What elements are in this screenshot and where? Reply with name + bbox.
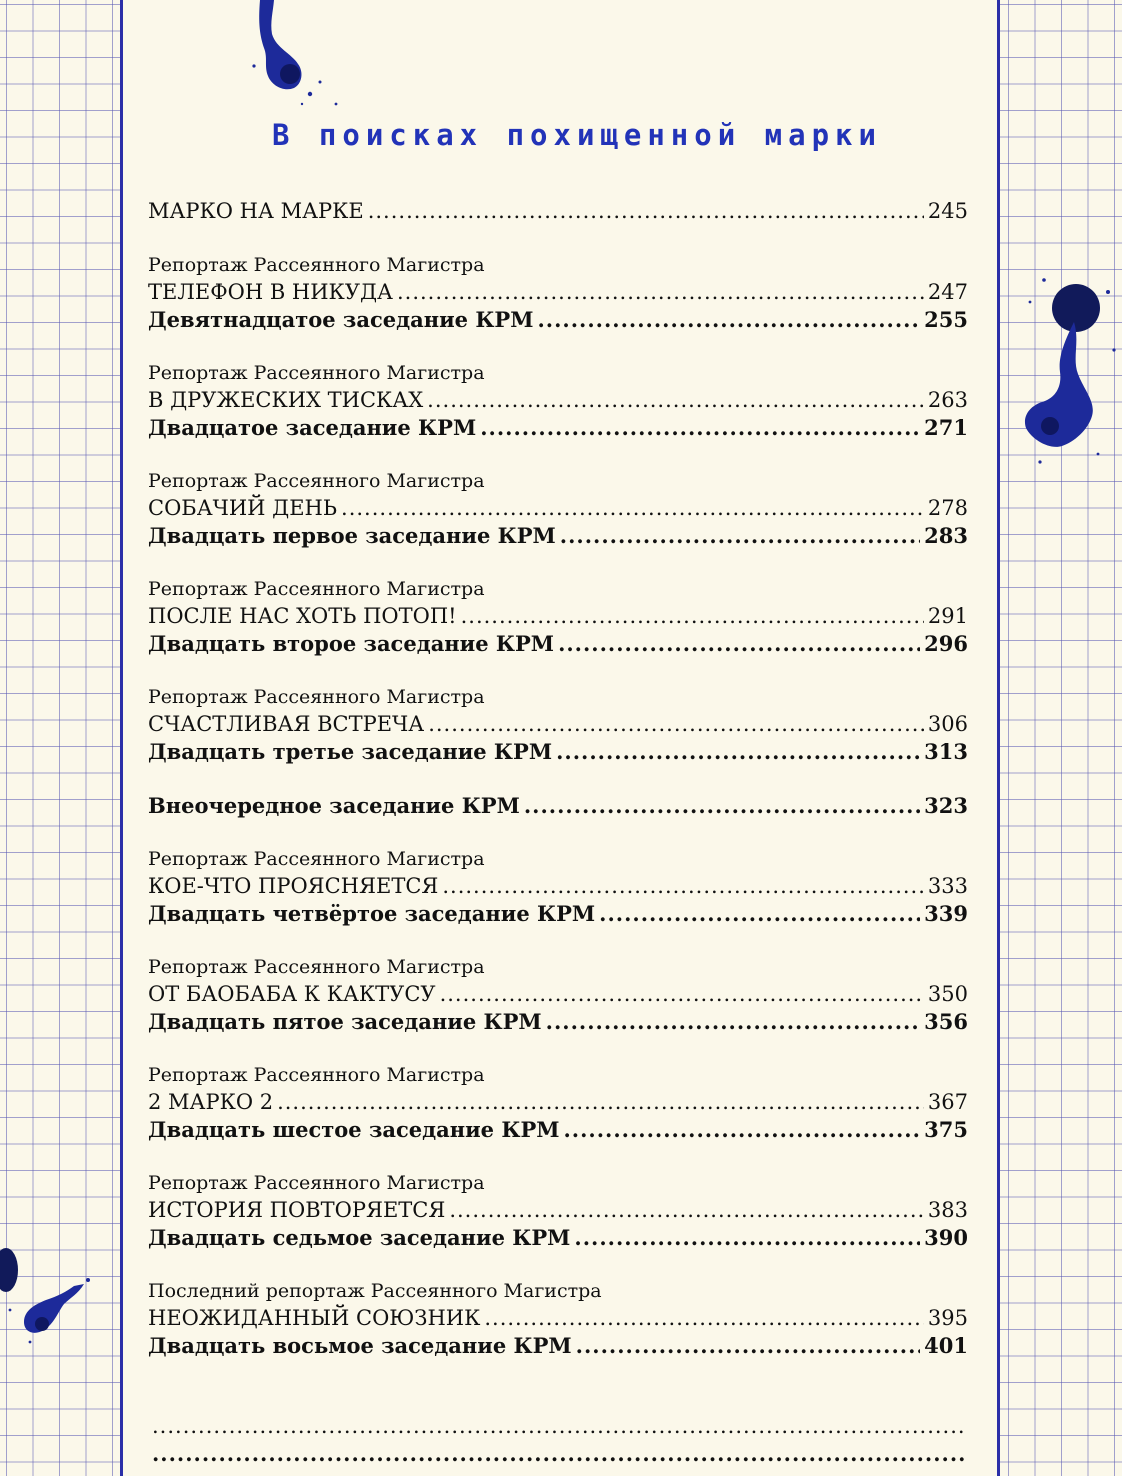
- leader-dots: [440, 981, 924, 1008]
- leader-dots: [449, 1197, 924, 1224]
- toc-subtitle: Репортаж Рассеянного Магистра: [148, 956, 485, 978]
- toc-entry-page: 367: [927, 1090, 968, 1114]
- toc-entry: [148, 1413, 968, 1440]
- leader-dots: [546, 1008, 920, 1035]
- toc-section: [148, 846, 968, 927]
- toc-entry-page: 255: [924, 307, 968, 332]
- toc-entry-title: СОБАЧИЙ ДЕНЬ: [148, 496, 338, 520]
- toc-entry-page: 395: [927, 1306, 968, 1330]
- toc-entry-title: Двадцать седьмое заседание КРМ: [148, 1225, 571, 1250]
- toc-entry: [148, 279, 968, 306]
- toc-entry: [148, 1116, 968, 1143]
- toc-entry: [148, 630, 968, 657]
- toc-entry-title: ОТ БАОБАБА К КАКТУСУ: [148, 982, 436, 1006]
- toc-entry-title: ИСТОРИЯ ПОВТОРЯЕТСЯ: [148, 1198, 446, 1222]
- leader-dots: [556, 738, 920, 765]
- toc-entry-page: 247: [927, 280, 968, 304]
- toc-entry-page: 323: [924, 793, 968, 818]
- toc-entry-title: МАРКО НА МАРКЕ: [148, 199, 364, 223]
- toc-entry-page: 278: [927, 496, 968, 520]
- toc-entry: [148, 603, 968, 630]
- leader-dots: [152, 1413, 964, 1440]
- toc-entry-title: ПОСЛЕ НАС ХОТЬ ПОТОП!: [148, 604, 457, 628]
- toc-entry-page: 283: [924, 523, 968, 548]
- toc-entry-page: 306: [927, 712, 968, 736]
- toc-subtitle: Репортаж Рассеянного Магистра: [148, 686, 485, 708]
- toc-entry-title: Двадцать четвёртое заседание КРМ: [148, 901, 596, 926]
- toc-entry-title: 2 МАРКО 2: [148, 1090, 274, 1114]
- ink-blot-icon: [0, 1240, 100, 1348]
- toc-section: [148, 1278, 968, 1359]
- toc-entry-title: Двадцать пятое заседание КРМ: [148, 1009, 542, 1034]
- toc-section: [148, 792, 968, 819]
- toc-entry-page: 263: [927, 388, 968, 412]
- toc-entry-page: 356: [924, 1009, 968, 1034]
- toc-entry: [148, 1224, 968, 1251]
- toc-entry-title: Двадцать первое заседание КРМ: [148, 523, 556, 548]
- toc-section: [148, 252, 968, 333]
- toc-entry-page: 271: [924, 415, 968, 440]
- toc-entry-page: 350: [927, 982, 968, 1006]
- toc-entry-title: НЕОЖИДАННЫЙ СОЮЗНИК: [148, 1306, 481, 1330]
- leader-dots: [428, 711, 924, 738]
- toc-entry-page: 339: [924, 901, 968, 926]
- toc-entry: [148, 900, 968, 927]
- leader-dots: [537, 306, 920, 333]
- toc-subtitle: Репортаж Рассеянного Магистра: [148, 1172, 485, 1194]
- leader-dots: [574, 1224, 920, 1251]
- toc-entry: [148, 495, 968, 522]
- toc-entry-page: 313: [924, 739, 968, 764]
- leader-dots: [560, 522, 920, 549]
- leader-dots: [480, 414, 920, 441]
- ink-blot-icon: [1010, 262, 1122, 467]
- leader-dots: [524, 792, 920, 819]
- toc-entry-title: Внеочередное заседание КРМ: [148, 793, 520, 818]
- toc-entry-title: Двадцать третье заседание КРМ: [148, 739, 553, 764]
- toc-section: [148, 360, 968, 441]
- toc-subtitle: Репортаж Рассеянного Магистра: [148, 470, 485, 492]
- toc-entry-page: 375: [924, 1117, 968, 1142]
- toc-subtitle: Репортаж Рассеянного Магистра: [148, 254, 485, 276]
- toc-entry: [148, 198, 968, 225]
- leader-dots: [484, 1305, 924, 1332]
- toc-entry: [148, 711, 968, 738]
- toc-entry: [148, 1197, 968, 1224]
- toc-entry: [148, 1305, 968, 1332]
- toc-subtitle: Репортаж Рассеянного Магистра: [148, 362, 485, 384]
- leader-dots: [558, 630, 920, 657]
- toc-entry: [148, 1332, 968, 1359]
- toc-entry-title: КОЕ-ЧТО ПРОЯСНЯЕТСЯ: [148, 874, 439, 898]
- toc-entry: [148, 414, 968, 441]
- toc-entry: [148, 1089, 968, 1116]
- leader-dots: [599, 900, 920, 927]
- toc-subtitle: Репортаж Рассеянного Магистра: [148, 1064, 485, 1086]
- toc-entry-page: 390: [924, 1225, 968, 1250]
- leader-dots: [152, 1440, 964, 1467]
- toc-section: [148, 576, 968, 657]
- toc-entry-title: ТЕЛЕФОН В НИКУДА: [148, 280, 393, 304]
- leader-dots: [341, 495, 924, 522]
- toc-section: [148, 1062, 968, 1143]
- toc-entry-title: Двадцать второе заседание КРМ: [148, 631, 555, 656]
- toc-entry-page: 296: [924, 631, 968, 656]
- toc-entry-page: 245: [927, 199, 968, 223]
- toc-section: [148, 198, 968, 225]
- toc-entry-title: Двадцать шестое заседание КРМ: [148, 1117, 560, 1142]
- toc-section: [148, 684, 968, 765]
- toc-subtitle: Репортаж Рассеянного Магистра: [148, 848, 485, 870]
- toc-entry-page: 291: [927, 604, 968, 628]
- toc-section: [148, 1170, 968, 1251]
- toc-entry: [148, 1008, 968, 1035]
- toc-section: [148, 468, 968, 549]
- leader-dots: [442, 873, 924, 900]
- table-of-contents: [148, 198, 968, 1467]
- leader-dots: [368, 198, 924, 225]
- toc-entry: [148, 873, 968, 900]
- toc-entry: [148, 738, 968, 765]
- toc-entry-page: 401: [924, 1333, 968, 1358]
- leader-dots: [461, 603, 924, 630]
- leader-dots: [564, 1116, 921, 1143]
- leader-dots: [397, 279, 924, 306]
- toc-entry: [148, 306, 968, 333]
- toc-section: [148, 954, 968, 1035]
- toc-entry: [148, 792, 968, 819]
- toc-entry-title: Двадцатое заседание КРМ: [148, 415, 477, 440]
- toc-entry: [148, 522, 968, 549]
- toc-entry-page: 333: [927, 874, 968, 898]
- toc-subtitle: [148, 1386, 968, 1413]
- ink-blot-icon: [240, 0, 350, 112]
- toc-entry-title: СЧАСТЛИВАЯ ВСТРЕЧА: [148, 712, 425, 736]
- graph-paper-right: [1000, 0, 1122, 1476]
- margin-line-right: [997, 0, 1000, 1476]
- leader-dots: [427, 387, 924, 414]
- page-title: В поисках похищенной марки: [272, 118, 882, 152]
- leader-dots: [576, 1332, 921, 1359]
- toc-section: [148, 1386, 968, 1467]
- leader-dots: [277, 1089, 924, 1116]
- toc-entry: [148, 981, 968, 1008]
- toc-entry-title: В ДРУЖЕСКИХ ТИСКАХ: [148, 388, 424, 412]
- toc-entry-title: Девятнадцатое заседание КРМ: [148, 307, 534, 332]
- toc-subtitle: Репортаж Рассеянного Магистра: [148, 578, 485, 600]
- toc-entry-title: Двадцать восьмое заседание КРМ: [148, 1333, 572, 1358]
- toc-entry: [148, 1440, 968, 1467]
- toc-entry-page: 383: [927, 1198, 968, 1222]
- toc-subtitle: Последний репортаж Рассеянного Магистра: [148, 1280, 602, 1302]
- toc-entry: [148, 387, 968, 414]
- margin-line-left: [120, 0, 123, 1476]
